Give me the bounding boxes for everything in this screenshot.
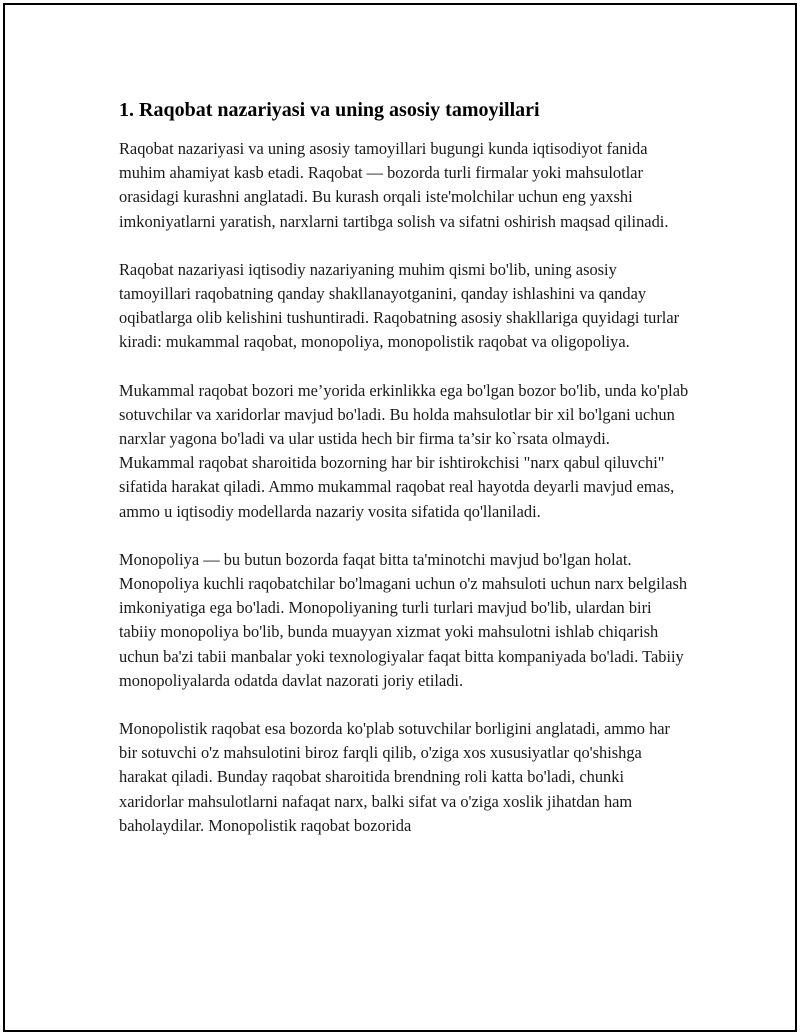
section-heading: 1. Raqobat nazariyasi va uning asosiy tamoyillari bbox=[119, 99, 540, 121]
paragraph-1: Raqobat nazariyasi va uning asosiy tamoyillari bugungi kunda iqtisodiyot fanida muhim ahamiyat kasb etadi. Raqobat — bozorda turli firmalar yoki mahsulotlar orasidagi kurashni anglatadi. Bu kurash orqali iste'molchilar uchun eng yaxshi imkoniyatlarni yaratish, narxlarni tartibga solish va sifatni oshirish maqsad qilinadi. bbox=[119, 139, 669, 231]
paragraph-5: Monopolistik raqobat esa bozorda ko'plab sotuvchilar borligini anglatadi, ammo har bir sotuvchi o'z mahsulotini biroz farqli qilib, o'ziga xos xususiyatlar qo'shishga harakat qiladi. Bunday raqobat sharoitida brendning roli katta bo'ladi, chunki xaridorlar mahsulotlarni nafaqat narx, balki sifat va o'ziga xoslik jihatdan ham baholaydilar. Monopolistik raqobat bozorida bbox=[119, 719, 670, 835]
paragraph-2: Raqobat nazariyasi iqtisodiy nazariyaning muhim qismi bo'lib, uning asosiy tamoyillari raqobatning qanday shakllanayotganini, qanday ishlashini va qanday oqibatlarga olib kelishini tushuntiradi. Raqobatning asosiy shakllariga quyidagi turlar kiradi: mukammal raqobat, monopoliya, monopolistik raqobat va oligopoliya. bbox=[119, 259, 680, 352]
paragraph-4: Monopoliya — bu butun bozorda faqat bitta ta'minotchi mavjud bo'lgan holat. Monopoliya kuchli raqobatchilar bo'lmagani uchun o'z mahsuloti uchun narx belgilash imkoniyatiga ega bo'ladi. Monopoliyaning turli turlari mavjud bo'lib, ulardan biri tabiiy monopoliya bo'lib, bunda muayyan xizmat yoki mahsulotni ishlab chiqarish uchun ba'zi tabii manbalar yoki texnologiyalar faqat bitta kompaniyada bo'ladi. Tabiiy monopoliyalarda odatda davlat nazorati joriy etiladi. bbox=[119, 549, 688, 690]
page-frame bbox=[3, 3, 797, 1032]
document-body bbox=[119, 97, 689, 838]
paragraph-3: Mukammal raqobat bozori me’yorida erkinlikka ega bo'lgan bozor bo'lib, unda ko'plab sotuvchilar va xaridorlar mavjud bo'ladi. Bu holda mahsulotlar bir xil bo'lgani uchun narxlar yagona bo'ladi va ular ustida hech bir firma ta’sir ko`rsata olmaydi. Mukammal raqobat sharoitida bozorning har bir ishtirokchisi "narx qabul qiluvchi" sifatida harakat qiladi. Ammo mukammal raqobat real hayotda deyarli mavjud emas, ammo u iqtisodiy modellarda nazariy vosita sifatida qo'llaniladi. bbox=[119, 380, 689, 521]
